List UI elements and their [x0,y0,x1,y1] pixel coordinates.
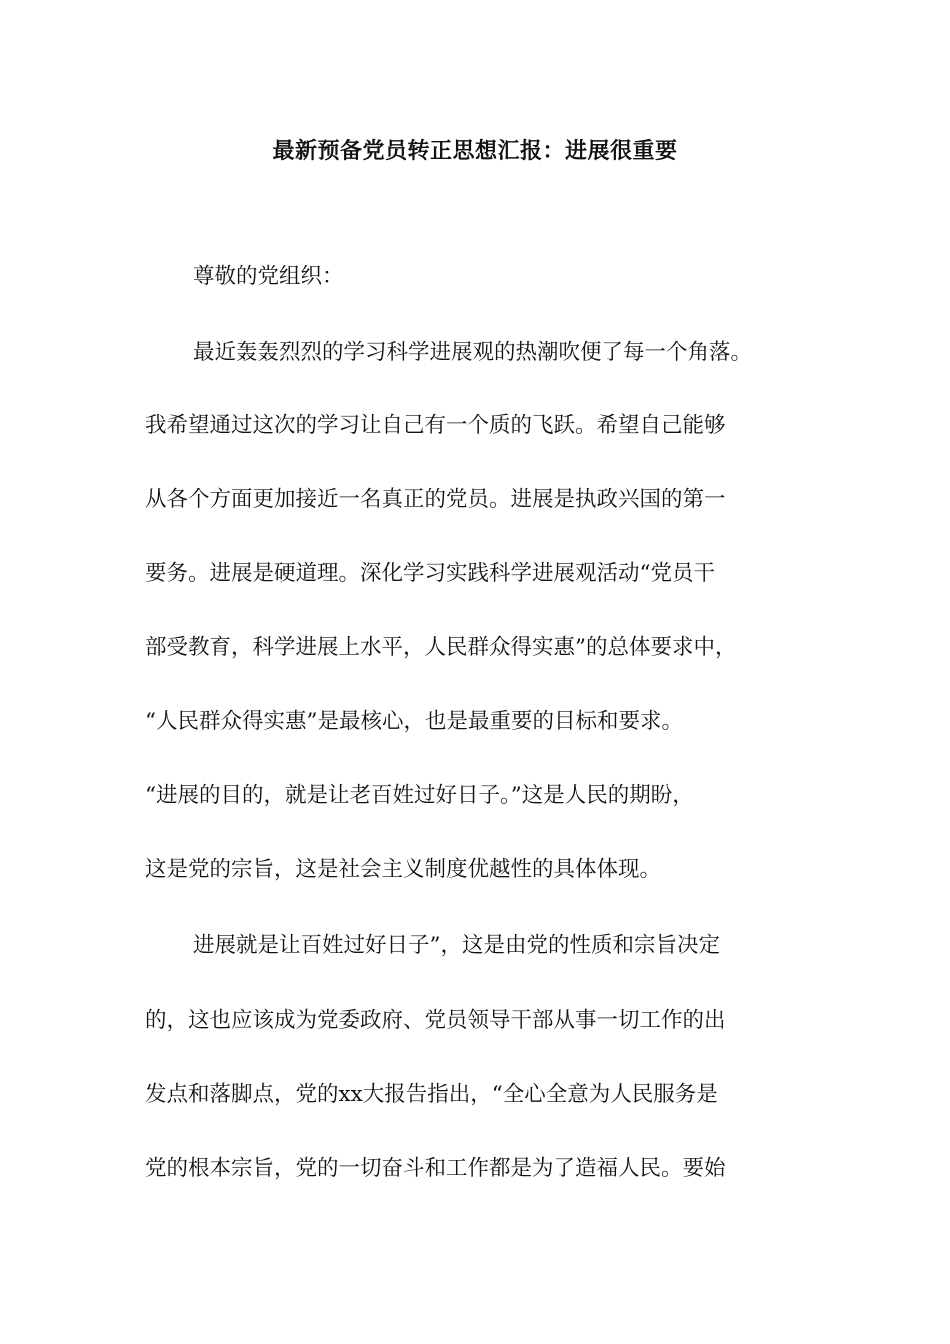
paragraph-line-2: 我希望通过这次的学习让自己有一个质的飞跃。希望自己能够 [145,413,726,438]
paragraph-line-10: 的，这也应该成为党委政府、党员领导干部从事一切工作的出 [145,1008,726,1033]
paragraph-line-12: 党的根本宗旨，党的一切奋斗和工作都是为了造福人民。要始 [145,1156,726,1181]
paragraph-line-6: “人民群众得实惠”是最核心，也是最重要的目标和要求。 [145,709,683,734]
salutation: 尊敬的党组织： [193,264,344,289]
paragraph-line-8: 这是党的宗旨，这是社会主义制度优越性的具体体现。 [145,857,662,882]
paragraph-line-11: 发点和落脚点，党的xx大报告指出，“全心全意为人民服务是 [145,1082,718,1107]
paragraph-line-5: 部受教育，科学进展上水平，人民群众得实惠”的总体要求中， [145,635,737,660]
paragraph-line-7: “进展的目的，就是让老百姓过好日子。”这是人民的期盼， [145,783,694,808]
paragraph-line-4: 要务。进展是硬道理。深化学习实践科学进展观活动“党员干 [145,561,715,586]
paragraph-line-3: 从各个方面更加接近一名真正的党员。进展是执政兴国的第一 [145,487,726,512]
paragraph-line-9: 进展就是让百姓过好日子”，这是由党的性质和宗旨决定 [193,933,720,958]
document-title: 最新预备党员转正思想汇报：进展很重要 [272,138,678,164]
paragraph-line-1: 最近轰轰烈烈的学习科学进展观的热潮吹便了每一个角落。 [193,340,753,365]
